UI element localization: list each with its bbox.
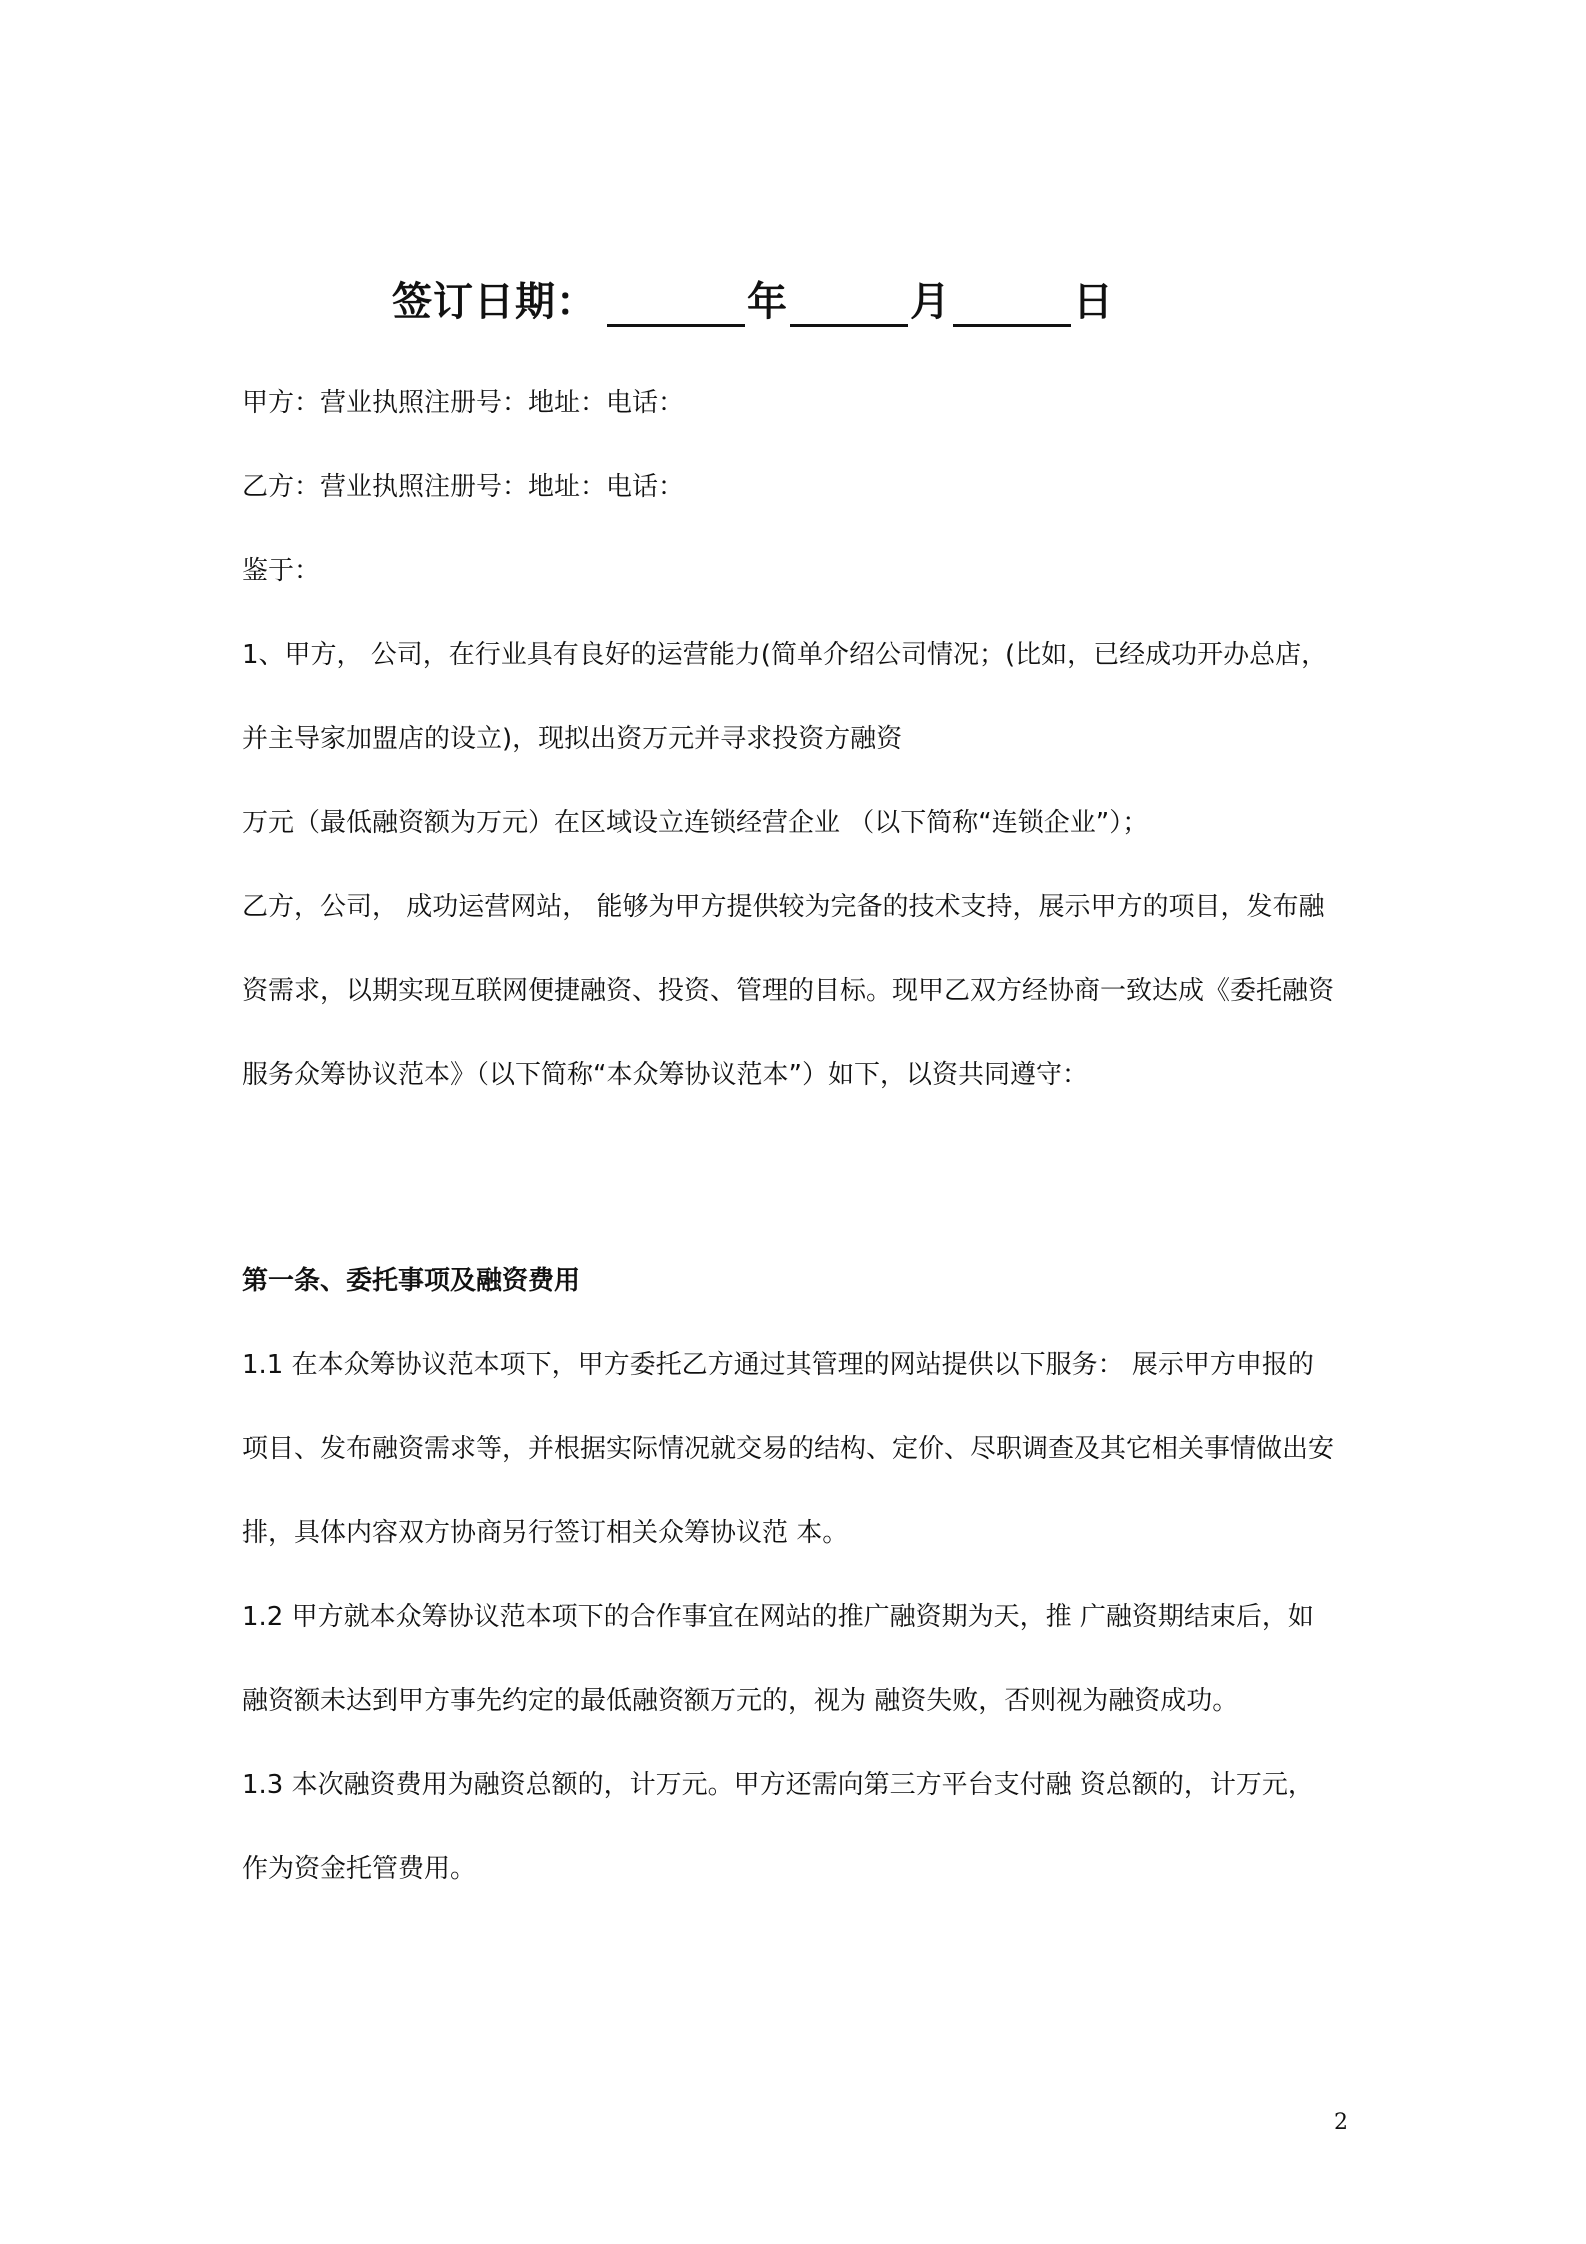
recital-line: 服务众筹协议范本》（以下简称“本众筹协议范本”）如下，以资共同遵守：	[242, 1060, 1088, 1090]
page-number: 2	[1334, 2110, 1348, 2135]
party-a-line: 甲方：营业执照注册号：地址：电话：	[242, 388, 685, 418]
recital-line: 万元（最低融资额为万元）在区域设立连锁经营企业 （以下简称“连锁企业”）；	[242, 808, 1149, 838]
article-1-line: 1.2 甲方就本众筹协议范本项下的合作事宜在网站的推广融资期为天，推 广融资期结束后，如	[242, 1602, 1314, 1632]
year-label: 年	[747, 279, 788, 325]
whereas-label: 鉴于：	[242, 556, 321, 586]
recital-line: 1、甲方， 公司，在行业具有良好的运营能力(简单介绍公司情况；(比如，已经成功开办总店，	[242, 640, 1328, 670]
article-1-line: 1.3 本次融资费用为融资总额的，计万元。甲方还需向第三方平台支付融 资总额的，计万元，	[242, 1770, 1314, 1800]
article-1-line: 作为资金托管费用。	[242, 1854, 477, 1884]
signing-date-title	[392, 270, 1114, 327]
recital-line: 资需求，以期实现互联网便捷融资、投资、管理的目标。现甲乙双方经协商一致达成《委托融资	[242, 976, 1335, 1006]
year-blank	[607, 280, 745, 327]
article-1-line: 1.1 在本众筹协议范本项下，甲方委托乙方通过其管理的网站提供以下服务： 展示甲方申报的	[242, 1350, 1314, 1380]
article-1-heading: 第一条、委托事项及融资费用	[242, 1266, 581, 1296]
month-blank	[790, 280, 908, 327]
day-label: 日	[1073, 279, 1114, 325]
article-1-line: 排，具体内容双方协商另行签订相关众筹协议范 本。	[242, 1518, 849, 1548]
recital-line: 乙方，公司， 成功运营网站， 能够为甲方提供较为完备的技术支持，展示甲方的项目，发布融	[242, 892, 1325, 922]
article-1-line: 项目、发布融资需求等，并根据实际情况就交易的结构、定价、尽职调查及其它相关事情做出安	[242, 1434, 1335, 1464]
article-1-line: 融资额未达到甲方事先约定的最低融资额万元的，视为 融资失败，否则视为融资成功。	[242, 1686, 1239, 1716]
signing-date-label: 签订日期：	[392, 279, 597, 325]
recital-line: 并主导家加盟店的设立)，现拟出资万元并寻求投资方融资	[242, 724, 903, 754]
day-blank	[953, 280, 1071, 327]
month-label: 月	[910, 279, 951, 325]
party-b-line: 乙方：营业执照注册号：地址：电话：	[242, 472, 685, 502]
